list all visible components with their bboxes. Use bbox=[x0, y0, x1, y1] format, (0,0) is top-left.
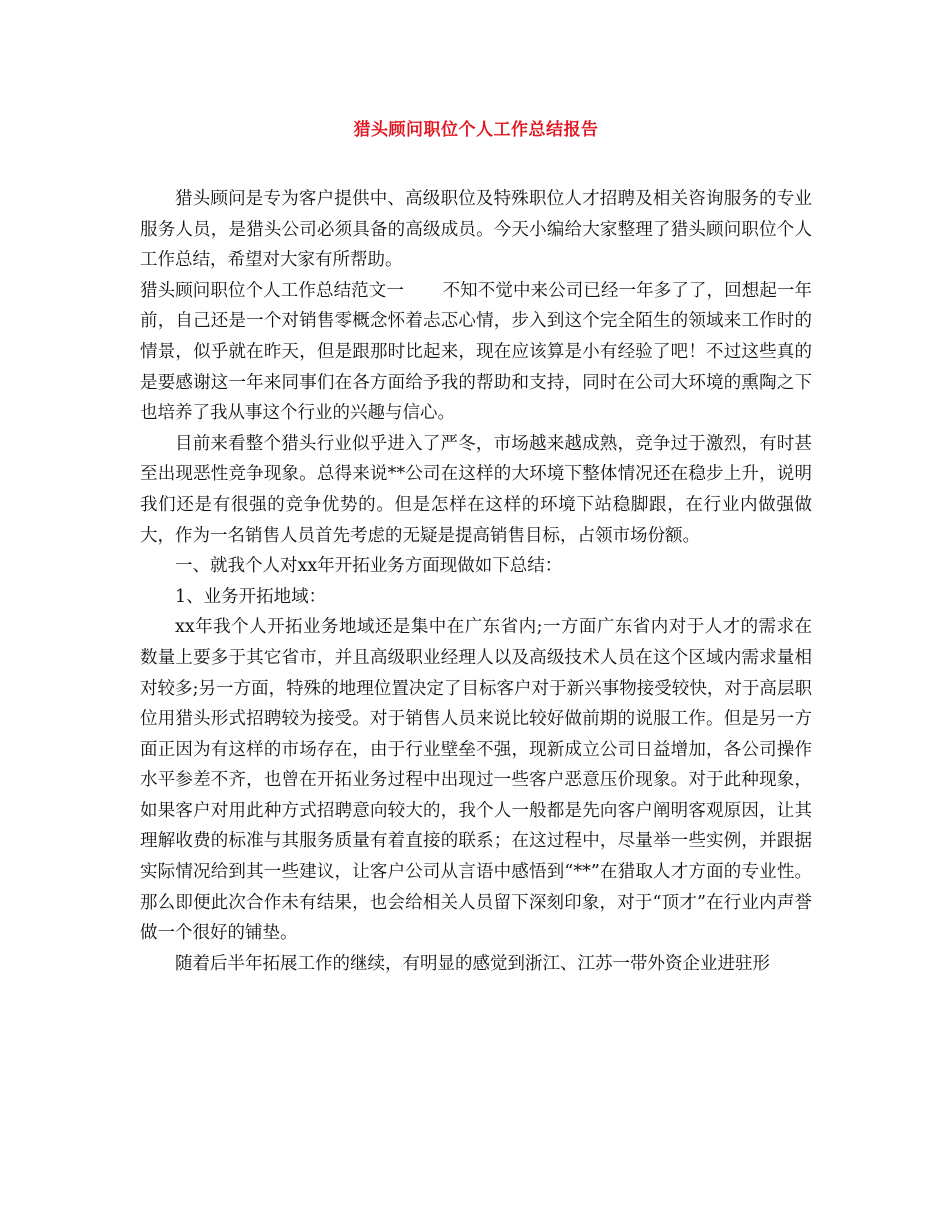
expansion-paragraph: 随着后半年拓展工作的继续，有明显的感觉到浙江、江苏一带外资企业进驻形 bbox=[175, 953, 770, 974]
sample-paragraph bbox=[140, 276, 812, 429]
intro-paragraph: 猎头顾问是专为客户提供中、高级职位及特殊职位人才招聘及相关咨询服务的专业服务人员，是猎头公司必须具备的高级成员。今天小编给大家整理了猎头顾问职位个人工作总结，希望对大家有所帮助。 bbox=[140, 189, 812, 271]
section-heading: 一、就我个人对xx年开拓业务方面现做如下总结： bbox=[175, 556, 563, 577]
subsection-heading: 1、业务开拓地域： bbox=[175, 586, 327, 607]
sample-body: 不知不觉中来公司已经一年多了了，回想起一年前，自己还是一个对销售零概念怀着忐忑心情，步入到这个完全陌生的领域来工作时的情景，似乎就在昨天，但是跟那时比起来，现在应该算是小有经验了吧！不过这些真的是要感谢这一年来同事们在各方面给予我的帮助和支持，同时在公司大环境的熏陶之下也培养了我从事这个行业的兴趣与信心。 bbox=[140, 280, 813, 424]
document-title: 猎头顾问职位个人工作总结报告 bbox=[353, 120, 599, 140]
sample-heading: 猎头顾问职位个人工作总结范文一 bbox=[140, 280, 404, 301]
region-paragraph: xx年我个人开拓业务地域还是集中在广东省内;一方面广东省内对于人才的需求在数量上要多于其它省市，并且高级职业经理人以及高级技术人员在这个区域内需求量相对较多;另一方面，特殊的地理位置决定了目标客户对于新兴事物接受较快，对于高层职位用猎头形式招聘较为接受。对于销售人员来说比较好做前期的说服工作。但是另一方面正因为有这样的市场存在，由于行业壁垒不强，现新成立公司日益增加，各公司操作水平参差不齐，也曾在开拓业务过程中出现过一些客户恶意压价现象。对于此种现象，如果客户对用此种方式招聘意向较大的，我个人一般都是先向客户阐明客观原因，让其理解收费的标准与其服务质量有着直接的联系；在这过程中，尽量举一些实例，并跟据实际情况给到其一些建议，让客户公司从言语中感悟到“**”在猎取人才方面的专业性。那么即便此次合作未有结果，也会给相关人员留下深刻印象，对于“顶才”在行业内声誉做一个很好的铺垫。 bbox=[140, 617, 812, 944]
industry-paragraph: 目前来看整个猎头行业似乎进入了严冬，市场越来越成熟，竞争过于激烈，有时甚至出现恶性竞争现象。总得来说**公司在这样的大环境下整体情况还在稳步上升，说明我们还是有很强的竞争优势的。但是怎样在这样的环境下站稳脚跟，在行业内做强做大，作为一名销售人员首先考虑的无疑是提高销售目标，占领市场份额。 bbox=[140, 433, 812, 546]
document-page bbox=[140, 118, 812, 979]
